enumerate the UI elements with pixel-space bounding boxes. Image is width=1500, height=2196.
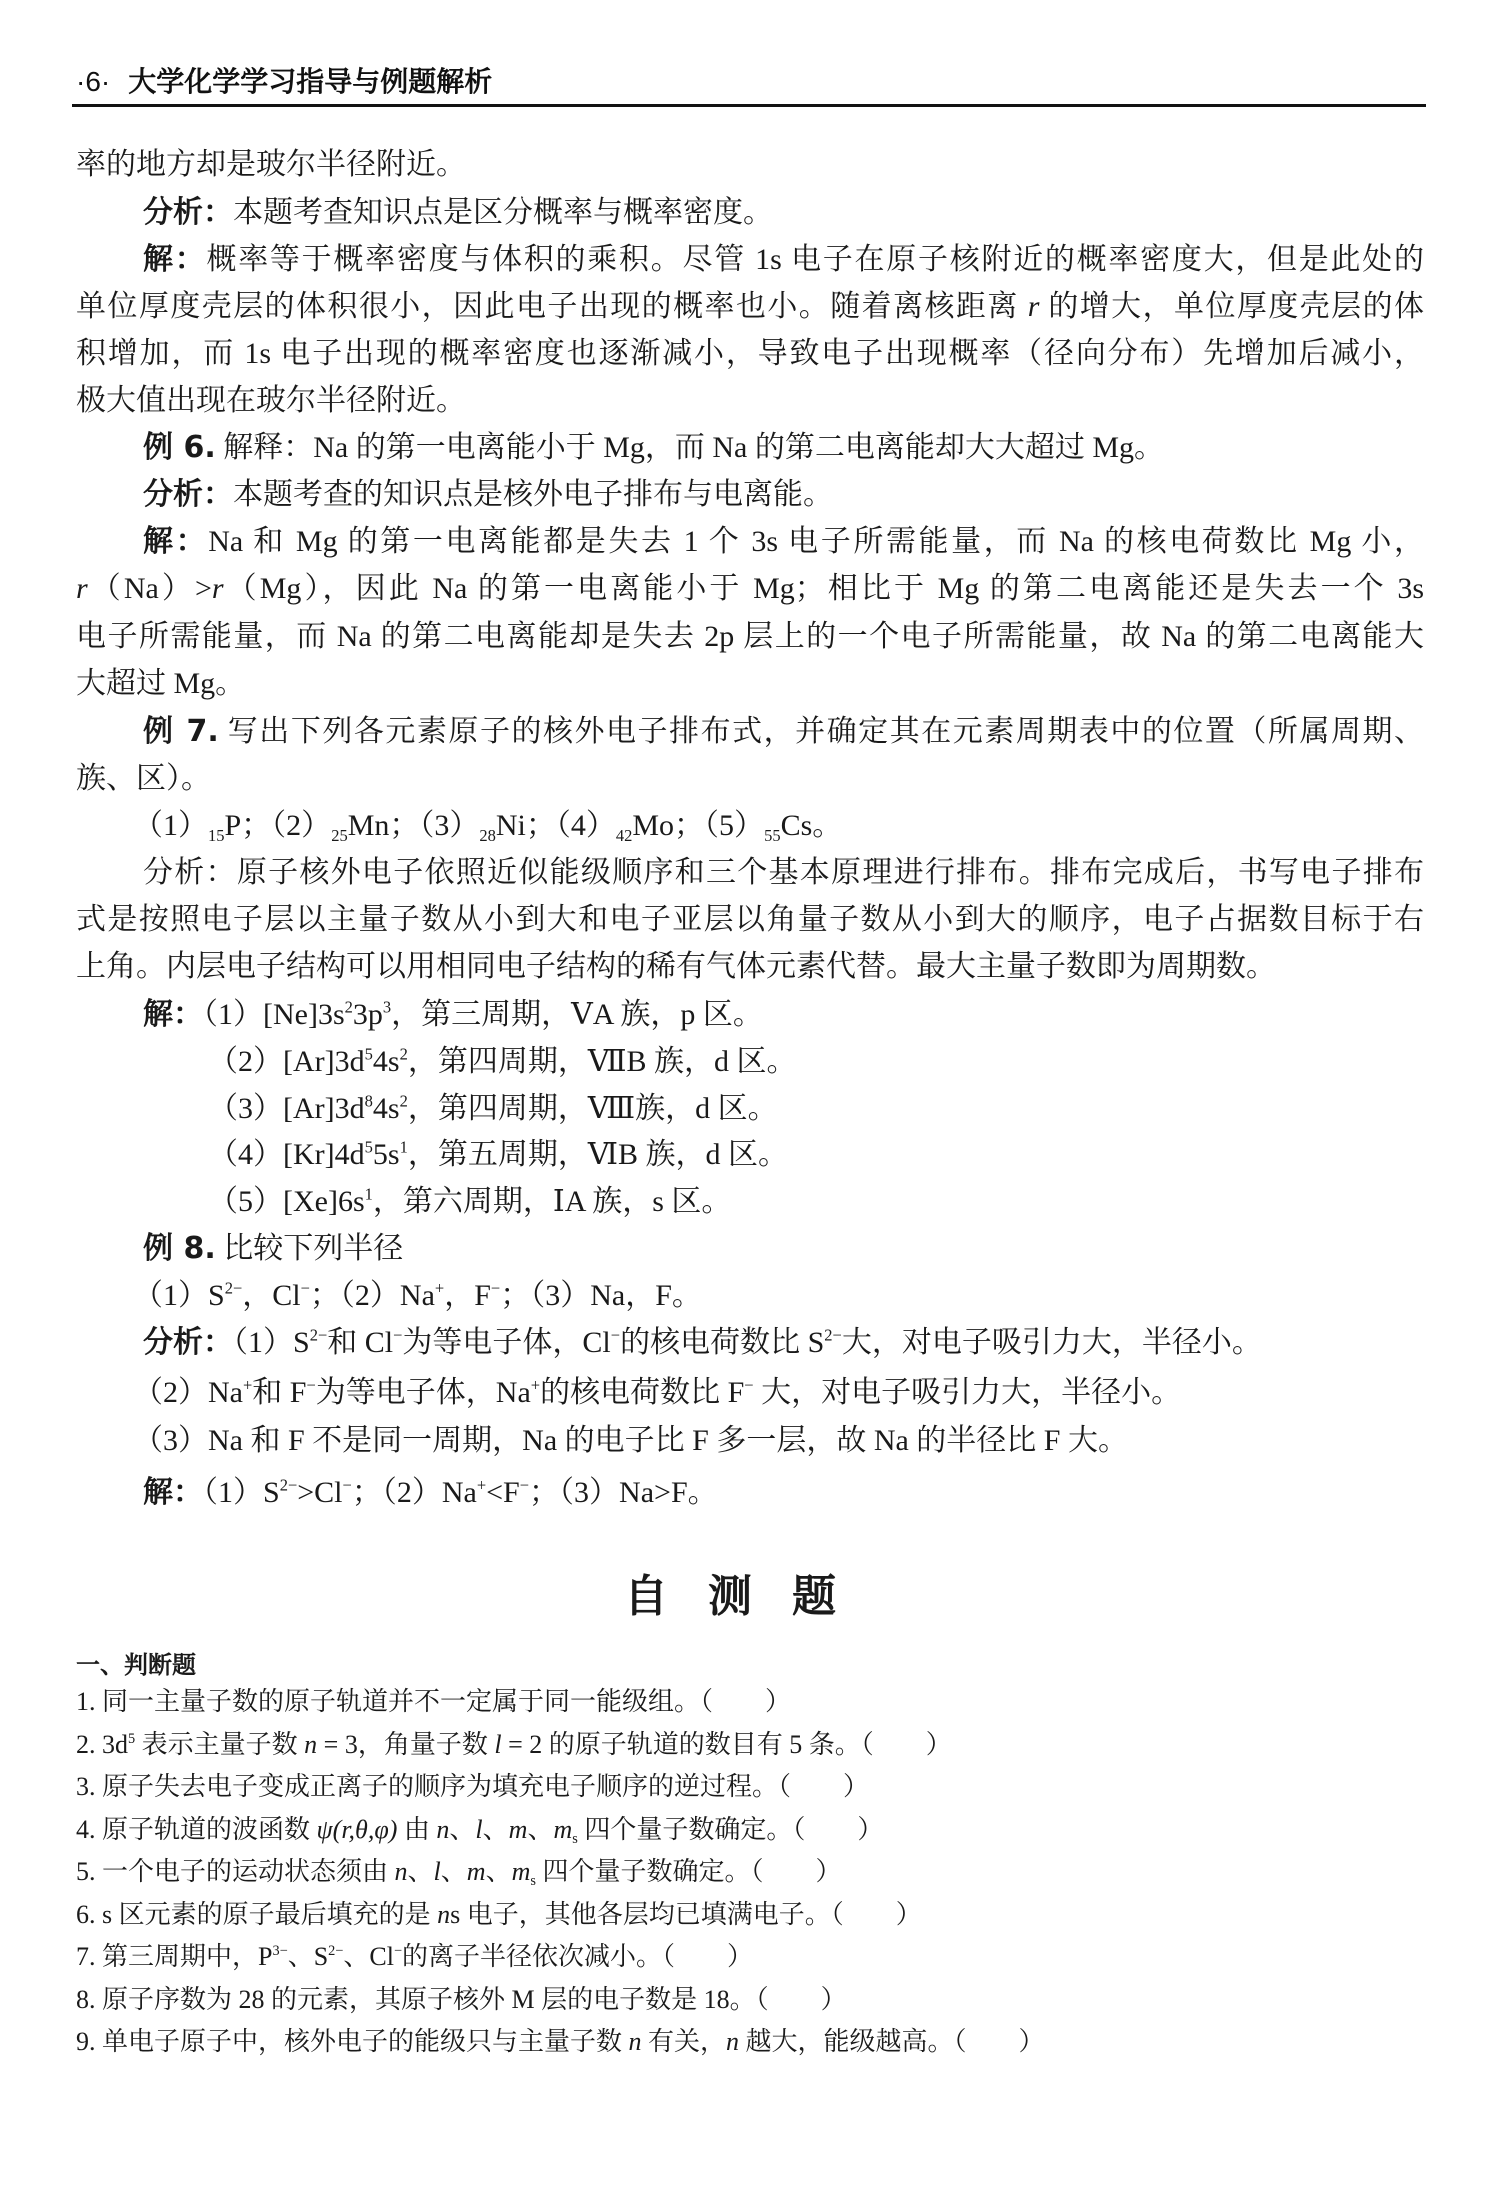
superscript: − <box>300 1278 310 1298</box>
body-line <box>76 287 1424 327</box>
text-run: 电子所需能量，而 Na 的第二电离能却是失去 2p 层上的一个电子所需能量，故 Na 的第二电离能大 <box>76 620 1424 653</box>
body-line <box>76 900 1424 940</box>
text-run: 5. 一个电子的运动状态须由 <box>76 1857 395 1886</box>
running-header <box>76 60 492 100</box>
text-run: （4）[Kr]4d <box>208 1138 365 1171</box>
text-run: Mo；（5） <box>632 809 765 842</box>
superscript: + <box>530 1375 541 1395</box>
text-run: 4s <box>372 1092 400 1125</box>
body-line <box>143 853 1424 893</box>
text-run: 9. 单电子原子中，核外电子的能级只与主量子数 <box>76 2027 629 2056</box>
superscript: − <box>393 1943 403 1959</box>
text-run: ；（2）Na <box>351 1476 477 1509</box>
question-item <box>76 2025 1045 2059</box>
body-line <box>76 617 1424 657</box>
text-run: 上角。内层电子结构可以用相同电子结构的稀有气体元素代替。最大主量子数即为周期数。 <box>76 950 1276 983</box>
subscript: s <box>530 1873 536 1889</box>
text-run: 2. 3d <box>76 1729 128 1759</box>
text-run: （1）S <box>133 1279 225 1312</box>
body-line <box>76 664 245 704</box>
text-run: 6. s 区元素的原子最后填充的是 <box>76 1899 438 1929</box>
bold-label: 解： <box>143 242 207 277</box>
text-run: ；（3）Na，F。 <box>500 1279 702 1312</box>
italic-symbol: r <box>1027 290 1040 323</box>
text-run: ，Cl <box>242 1279 301 1312</box>
bold-label: 分析： <box>143 477 233 512</box>
superscript: + <box>434 1278 445 1298</box>
body-line <box>208 1089 778 1129</box>
section-title-self-test: 自测题 <box>624 1571 876 1622</box>
superscript: 8 <box>364 1091 373 1111</box>
text-run: 4s <box>372 1045 400 1078</box>
text-run: 比较下列半径 <box>215 1232 404 1265</box>
text-run: 、S <box>287 1942 329 1971</box>
body-line <box>76 759 211 799</box>
text-run: 表示主量子数 <box>135 1729 305 1759</box>
text-run: 越大，能级越高。（ ） <box>739 2027 1045 2056</box>
body-line <box>133 1276 702 1316</box>
superscript: 5 <box>128 1730 136 1747</box>
body-line <box>143 1473 718 1513</box>
body-line <box>76 947 1276 987</box>
question-item <box>76 1983 847 2017</box>
text-run: 1. 同一主量子数的原子轨道并不一定属于同一能级组。（ ） <box>76 1687 792 1716</box>
text-run: 、 <box>482 1814 509 1844</box>
text-run: 式是按照电子层以主量子数从小到大和电子亚层以角量子数从小到大的顺序，电子占据数目标于右 <box>76 903 1424 936</box>
subscript: 25 <box>331 825 348 845</box>
body-line <box>143 428 1164 468</box>
superscript: 3− <box>272 1943 288 1959</box>
superscript: 1 <box>364 1184 373 1204</box>
superscript: 3 <box>382 997 392 1017</box>
superscript: 2− <box>328 1943 344 1959</box>
text-run: 为等电子体，Na <box>315 1376 531 1409</box>
italic-symbol: m <box>466 1857 486 1886</box>
subsection-title-true-false: 一、判断题 <box>76 1651 196 1679</box>
text-run: 7. 第三周期中，P <box>76 1942 273 1971</box>
text-run: >Cl <box>297 1476 343 1509</box>
text-run: 3p <box>352 998 383 1031</box>
body-line <box>143 1323 1262 1363</box>
text-run: 率的地方却是玻尔半径附近。 <box>76 148 466 181</box>
body-line <box>76 334 1424 374</box>
superscript: + <box>242 1375 253 1395</box>
subscript: 28 <box>479 825 496 845</box>
text-run: （1）S <box>233 1326 310 1359</box>
italic-symbol: n <box>628 2027 642 2056</box>
text-run: 四个量子数确定。（ ） <box>535 1857 842 1886</box>
text-run: 为等电子体，Cl <box>402 1326 611 1359</box>
superscript: − <box>519 1475 530 1495</box>
question-item <box>76 1770 869 1804</box>
superscript: 2 <box>344 997 353 1017</box>
bold-label: 例 7. <box>143 714 219 749</box>
text-run: （3）Na 和 F 不是同一周期，Na 的电子比 F 多一层，故 Na 的半径比 F 大。 <box>133 1424 1128 1457</box>
italic-symbol: n <box>437 1899 451 1929</box>
bold-label: 解： <box>143 1475 203 1510</box>
body-line <box>143 995 763 1035</box>
text-run: 的核电荷数比 F <box>540 1376 745 1409</box>
text-run: ，第六周期，ⅠA 族，s 区。 <box>372 1185 732 1218</box>
text-run: 3. 原子失去电子变成正离子的顺序为填充电子顺序的逆过程。（ ） <box>76 1772 870 1801</box>
text-run: （Mg），因此 Na 的第一电离能小于 Mg；相比于 Mg 的第二电离能还是失去一个 3s <box>223 572 1424 605</box>
superscript: 2− <box>224 1278 243 1298</box>
text-run: ；（3）Na>F。 <box>529 1476 718 1509</box>
text-run: 大，对电子吸引力大，半径小。 <box>753 1376 1182 1409</box>
italic-symbol: l <box>494 1729 502 1759</box>
text-run: 分析：原子核外电子依照近似能级顺序和三个基本原理进行排布。排布完成后，书写电子排布 <box>143 856 1424 889</box>
text-run: ，第三周期，ⅤA 族，p 区。 <box>391 998 763 1031</box>
text-run: Ni；（4） <box>495 809 616 842</box>
text-run: 由 <box>397 1814 437 1844</box>
text-run: （1） <box>133 809 208 842</box>
question-item <box>76 1855 841 1889</box>
text-run: 、 <box>407 1857 434 1886</box>
text-run: 的增大，单位厚度壳层的体 <box>1039 290 1424 323</box>
body-line <box>133 806 842 846</box>
superscript: − <box>490 1278 501 1298</box>
text-run: ，第五周期，ⅥB 族，d 区。 <box>407 1138 789 1171</box>
superscript: 5 <box>364 1137 373 1157</box>
text-run: （5）[Xe]6s <box>208 1185 365 1218</box>
text-run: 4. 原子轨道的波函数 <box>76 1814 317 1844</box>
text-run: 5s <box>372 1138 400 1171</box>
text-run: Mn；（3） <box>347 809 480 842</box>
superscript: − <box>744 1375 754 1395</box>
body-line <box>143 475 833 515</box>
superscript: 2− <box>309 1325 328 1345</box>
question-item <box>76 1685 791 1719</box>
body-line <box>143 193 773 233</box>
italic-symbol: ψ(r,θ,φ) <box>316 1814 398 1844</box>
text-run: （Na）> <box>87 572 212 605</box>
text-run: 的离子半径依次减小。（ ） <box>402 1942 754 1971</box>
superscript: 2 <box>399 1091 408 1111</box>
body-line <box>208 1135 788 1175</box>
text-run: 、Cl <box>343 1942 394 1971</box>
text-run: 概率等于概率密度与体积的乘积。尽管 1s 电子在原子核附近的概率密度大，但是此处的 <box>206 243 1424 276</box>
superscript: − <box>610 1325 621 1345</box>
question-item <box>76 1940 753 1974</box>
body-line <box>143 1229 403 1269</box>
body-line <box>76 569 1424 609</box>
text-run: = 3，角量子数 <box>317 1729 495 1759</box>
superscript: 1 <box>399 1137 408 1157</box>
italic-symbol: r <box>76 572 88 605</box>
italic-symbol: n <box>394 1857 408 1886</box>
subscript: 15 <box>208 825 225 845</box>
italic-symbol: l <box>475 1814 483 1844</box>
text-run: （2）[Ar]3d <box>208 1045 365 1078</box>
bold-label: 例 6. <box>143 430 216 465</box>
text-run: 、 <box>527 1814 554 1844</box>
body-line <box>208 1042 797 1082</box>
text-run: 有关， <box>641 2027 727 2056</box>
superscript: − <box>342 1475 352 1495</box>
body-line <box>143 240 1424 280</box>
text-run: 8. 原子序数为 28 的元素，其原子核外 M 层的电子数是 18。（ ） <box>76 1984 847 2014</box>
body-line <box>133 1373 1181 1413</box>
bold-label: 解： <box>143 997 203 1032</box>
italic-symbol: l <box>433 1857 441 1886</box>
body-line <box>133 1421 1128 1461</box>
superscript: − <box>393 1325 403 1345</box>
bold-label: 分析： <box>143 1325 233 1360</box>
text-run: （2）Na <box>133 1376 243 1409</box>
italic-symbol: n <box>436 1814 450 1844</box>
text-run: （1）[Ne]3s <box>203 998 345 1031</box>
text-run: 族、区）。 <box>76 762 211 795</box>
text-run: 大，对电子吸引力大，半径小。 <box>841 1326 1262 1359</box>
text-run: Cs。 <box>780 809 843 842</box>
book-title: 大学化学学习指导与例题解析 <box>128 66 493 97</box>
bold-label: 例 8. <box>143 1231 216 1266</box>
bold-label: 分析： <box>143 195 233 230</box>
subscript: 55 <box>764 825 781 845</box>
page-number: ·6· <box>76 66 111 97</box>
body-line <box>76 145 466 185</box>
text-run: 本题考查知识点是区分概率与概率密度。 <box>233 196 773 229</box>
superscript: 2− <box>279 1475 298 1495</box>
text-run: 和 Cl <box>327 1326 394 1359</box>
text-run: 的核电荷数比 S <box>620 1326 825 1359</box>
text-run: 解释：Na 的第一电离能小于 Mg，而 Na 的第二电离能却大大超过 Mg。 <box>215 431 1165 464</box>
subscript: 42 <box>615 825 633 845</box>
text-run: <F <box>486 1476 520 1509</box>
italic-symbol: n <box>304 1729 318 1759</box>
superscript: 5 <box>364 1044 373 1064</box>
text-run: （1）S <box>203 1476 280 1509</box>
text-run: 、 <box>440 1857 467 1886</box>
text-run: Na 和 Mg 的第一电离能都是失去 1 个 3s 电子所需能量，而 Na 的核电荷数比 Mg 小， <box>208 525 1424 558</box>
italic-symbol: n <box>726 2027 740 2056</box>
text-run: 写出下列各元素原子的核外电子排布式，并确定其在元素周期表中的位置（所属周期、 <box>218 715 1424 748</box>
text-run: 积增加，而 1s 电子出现的概率密度也逐渐减小，导致电子出现概率（径向分布）先增加后减小， <box>76 337 1424 370</box>
text-run: P；（2） <box>224 809 332 842</box>
superscript: 2− <box>824 1325 842 1345</box>
text-run: ，第四周期，Ⅷ族，d 区。 <box>407 1092 778 1125</box>
header-rule <box>72 104 1426 107</box>
text-run: （3）[Ar]3d <box>208 1092 365 1125</box>
superscript: 2 <box>399 1044 408 1064</box>
text-run: 单位厚度壳层的体积很小，因此电子出现的概率也小。随着离核距离 <box>76 290 1028 323</box>
italic-symbol: m <box>553 1814 573 1844</box>
text-run: = 2 的原子轨道的数目有 5 条。（ ） <box>501 1729 952 1759</box>
question-item <box>76 1728 952 1762</box>
text-run: s 电子，其他各层均已填满电子。（ ） <box>450 1899 922 1929</box>
text-run: 极大值出现在玻尔半径附近。 <box>76 384 466 417</box>
body-line <box>143 522 1424 562</box>
italic-symbol: m <box>511 1857 531 1886</box>
question-item <box>76 1898 922 1932</box>
subscript: s <box>572 1830 578 1847</box>
italic-symbol: m <box>508 1814 528 1844</box>
text-run: 和 F <box>252 1376 307 1409</box>
text-run: 、 <box>449 1814 476 1844</box>
body-line <box>143 712 1424 752</box>
text-run: 、 <box>485 1857 512 1886</box>
text-run: 四个量子数确定。（ ） <box>577 1814 884 1844</box>
superscript: + <box>476 1475 487 1495</box>
body-line <box>208 1182 731 1222</box>
question-item <box>76 1813 883 1847</box>
superscript: − <box>306 1375 316 1395</box>
italic-symbol: r <box>211 572 224 605</box>
text-run: ，F <box>444 1279 491 1312</box>
text-run: 本题考查的知识点是核外电子排布与电离能。 <box>233 478 833 511</box>
bold-label: 解： <box>143 524 209 559</box>
text-run: 大超过 Mg。 <box>76 667 246 700</box>
body-line <box>76 381 466 421</box>
text-run: ，第四周期，ⅦB 族，d 区。 <box>407 1045 797 1078</box>
text-run: ；（2）Na <box>309 1279 435 1312</box>
